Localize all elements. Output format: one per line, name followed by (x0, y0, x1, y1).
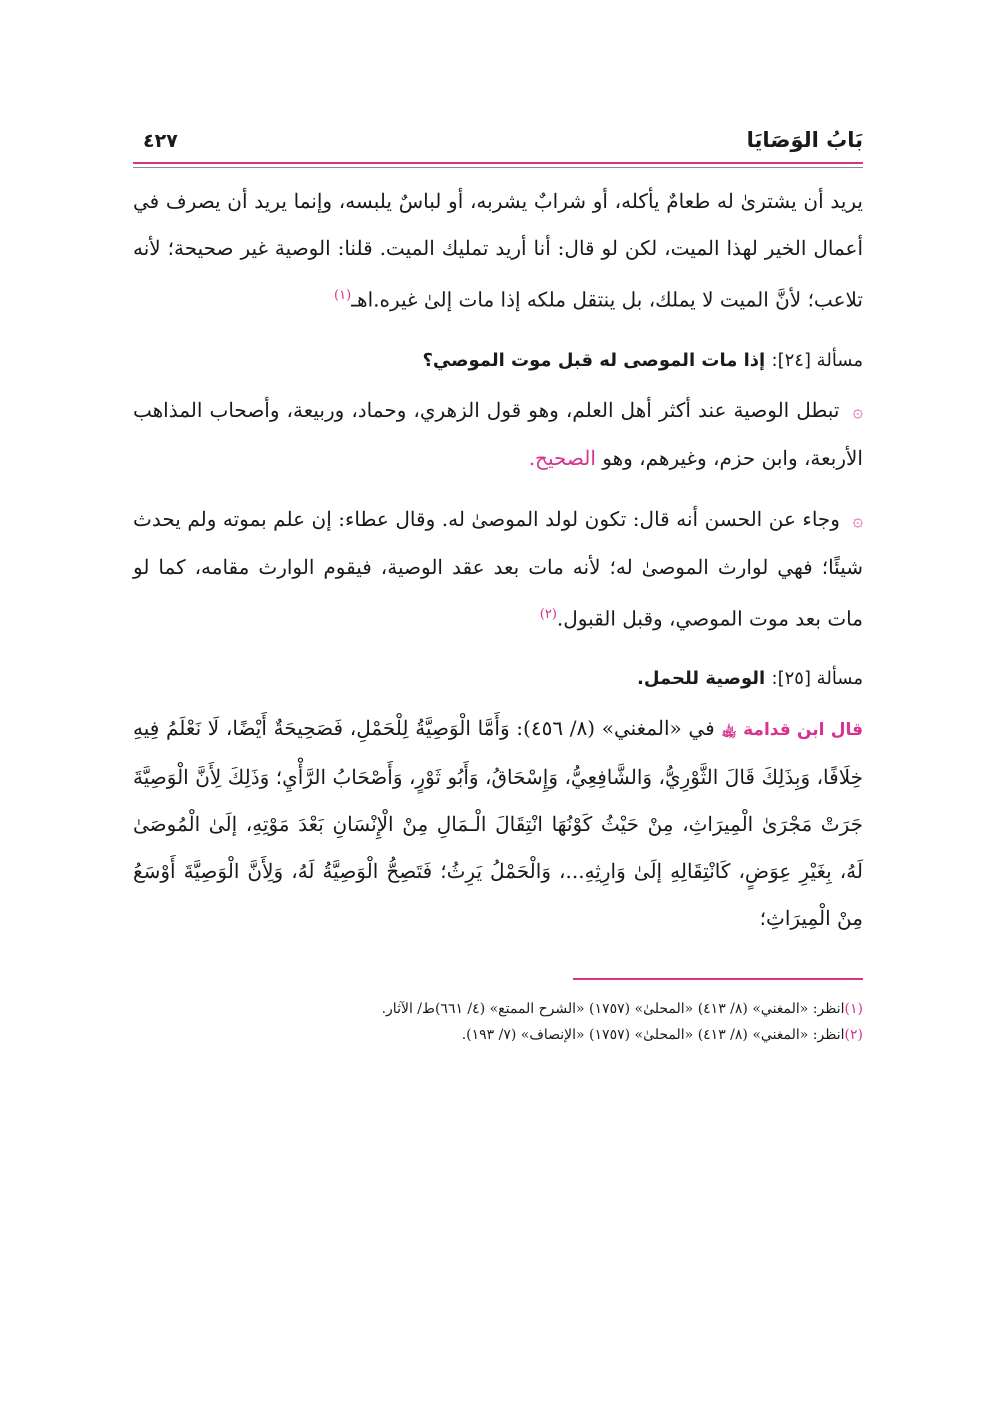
footnote-ref-2[interactable]: (٢) (539, 606, 557, 622)
footnote-2-text: انظر: «المغني» (٨/ ٤١٣) «المحلىٰ» (١٧٥٧) «الإنصاف» (٧/ ١٩٣). (461, 1027, 845, 1044)
page-header (133, 118, 863, 162)
issue-25-quote (133, 705, 863, 942)
issue-24-paragraph-1 (133, 387, 863, 482)
footnote-2-number: (٢) (844, 1027, 863, 1044)
footnote-1-text: انظر: «المغني» (٨/ ٤١٣) «المحلىٰ» (١٧٥٧) «الشرح الممتع» (٤/ ٦٦١)ط/ الآثار. (381, 1001, 845, 1018)
issue-25-heading (133, 668, 863, 689)
issue-24-label: مسألة [٢٤]: (771, 349, 863, 371)
header-rule (133, 162, 863, 164)
issue-24-title: إذا مات الموصى له قبل موت الموصي؟ (422, 349, 766, 371)
flower-bullet-icon: ۞ (852, 400, 864, 422)
footnote-ref-1[interactable]: (١) (334, 288, 352, 303)
footnote-rule (573, 978, 863, 980)
footnote-1-number: (١) (844, 1001, 863, 1018)
footnote-2 (133, 1022, 863, 1048)
issue-24-heading (133, 350, 863, 371)
intro-paragraph (133, 178, 863, 324)
issue-24-para-2-text: وجاء عن الحسن أنه قال: تكون لولد الموصىٰ له. وقال عطاء: إن علم بموته ولم يحدث شيئًا؛ فهي لوارث الموصىٰ له؛ لأنه مات بعد عقد الوصية، فيقوم الوارث مقامه، كما لو مات بعد موت الموصي، وقبل القبول. (133, 506, 863, 631)
issue-24-para-1-text: تبطل الوصية عند أكثر أهل العلم، وهو قول الزهري، وحماد، وربيعة، وأصحاب المذاهب الأربعة، وابن حزم، وغيرهم، وهو (133, 397, 863, 470)
header-rule-thin (133, 167, 863, 168)
ruling-highlight: الصحيح. (528, 445, 596, 470)
page (133, 118, 863, 1318)
quote-text: في «المغني» (٨/ ٤٥٦): وَأَمَّا الْوَصِيَّةُ لِلْحَمْلِ، فَصَحِيحَةٌ أَيْضًا، لَا نَعْلَمُ فِيهِ خِلَافًا، وَبِذَلِكَ قَالَ الثَّوْرِيُّ، وَالشَّافِعِيُّ، وَإِسْحَاقُ، وَأَبُو ثَوْرٍ، وَأَصْحَابُ الرَّأْيِ؛ وَذَلِكَ لِأَنَّ الْوَصِيَّةَ جَرَتْ مَجْرَىٰ الْمِيرَاثِ، مِنْ حَيْثُ كَوْنُهَا انْتِقَالَ الْـمَالِ مِنْ الْإِنْسَانِ بَعْدَ مَوْتِهِ، إلَىٰ الْمُوصَىٰ لَهُ، بِغَيْرِ عِوَضٍ، كَانْتِقَالِهِ إلَىٰ وَارِثِهِ...، وَالْحَمْلُ يَرِثُ؛ فَتَصِحُّ الْوَصِيَّةُ لَهُ، وَلِأَنَّ الْوَصِيَّةَ أَوْسَعُ مِنْ الْمِيرَاثِ؛ (133, 716, 863, 931)
chapter-title: بَابُ الوَصَايَا (746, 128, 863, 152)
flower-bullet-icon: ۞ (852, 509, 863, 531)
issue-25-title: الوصية للحمل. (637, 668, 766, 690)
issue-24-paragraph-2 (133, 496, 863, 643)
footnotes (133, 996, 863, 1048)
quote-author: قال ابن قدامة ﵀ (721, 720, 863, 741)
issue-25-label: مسألة [٢٥]: (771, 668, 863, 690)
intro-text: يريد أن يشترىٰ له طعامٌ يأكله، أو شرابٌ يشربه، أو لباسٌ يلبسه، وإنما يريد أن يصرف في أعمال الخير لهذا الميت، لكن لو قال: أنا أريد تمليك الميت. قلنا: الوصية غير صحيحة؛ لأنه تلاعب؛ لأنَّ الميت لا يملك، بل ينتقل ملكه إذا مات إلىٰ غيره.اهـ (133, 189, 863, 312)
footnote-1 (133, 996, 863, 1022)
page-number: ٤٢٧ (143, 130, 178, 152)
